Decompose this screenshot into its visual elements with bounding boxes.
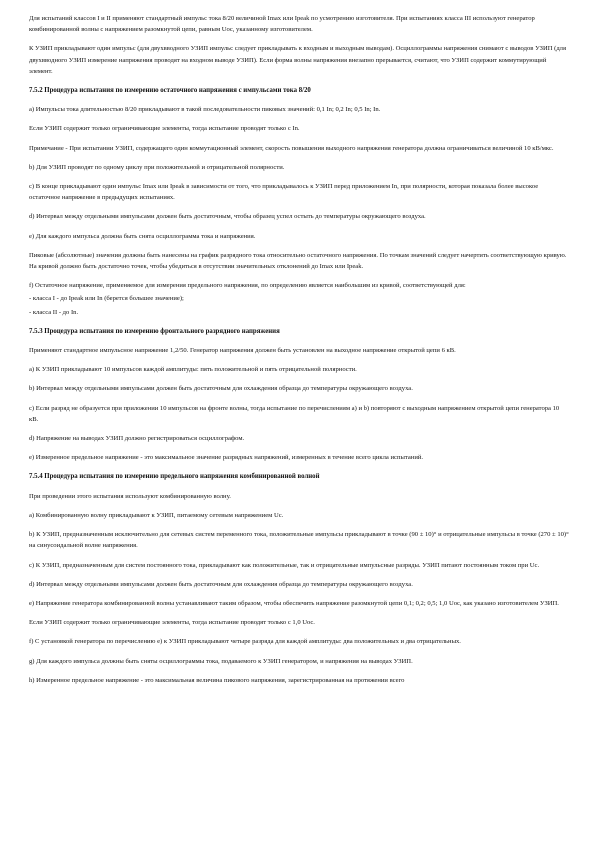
paragraph: e) Измеренное предельное напряжение - это максимальное значение разрядных напряжений, измеренных в течение всего цикла испытаний. [29,454,424,462]
paragraph: c) Если разряд не образуется при приложении 10 импульсов на фронте волны, тогда испытание по перечислениям a) и b) повторяют с выходным напряжением открытой цепи генератора 10 кВ. [29,404,560,423]
paragraph: - класса II - до In. [29,308,79,316]
paragraph: b) Интервал между отдельными импульсами должен быть достаточным для охлаждения образца до температуры окружающего воздуха. [29,385,413,393]
paragraph: Примечание - При испытании УЗИП, содержащего один коммутационный элемент, скорость повышения выходного напряжения генератора должна ограничиваться величиной 10 кВ/мкс. [29,144,554,152]
section-heading: 7.5.2 Процедура испытания по измерению остаточного напряжения с импульсами тока 8/20 [29,87,311,95]
paragraph: d) Интервал между отдельными импульсами должен быть достаточным, чтобы образец успел остыть до температуры окружающего воздуха. [29,213,426,221]
paragraph: h) Измеренное предельное напряжение - это максимальная величина пикового напряжения, зарегистрированная на протяжении всего [29,676,405,684]
paragraph: Если УЗИП содержит только ограничивающие элементы, тогда испытание проводят только с 1,0 Uoc. [29,619,315,627]
paragraph: b) Для УЗИП проводят по одному циклу при положительной и отрицательной полярности. [29,163,285,171]
paragraph: Для испытаний классов I и II применяют стандартный импульс тока 8/20 величиной Imax или Ipeak по усмотрению изготовителя. При испытаниях класса III используют генератор комбинированной волны с напряжением разомкнутой цепи, равным Uoc, указанному изготовителем. [29,15,535,34]
paragraph: e) Для каждого импульса должна быть снята осциллограмма тока и напряжения. [29,232,256,240]
paragraph: g) Для каждого импульса должны быть сняты осциллограммы тока, подаваемого к УЗИП генератором, и напряжения на выводах УЗИП. [29,657,413,665]
paragraph: Если УЗИП содержит только ограничивающие элементы, тогда испытание проводят только с In. [29,125,300,133]
paragraph: Пиковые (абсолютные) значения должны быть нанесены на график разрядного тока относительно остаточного напряжения. По точкам значений следует начертить соответствующую кривую. На кривой должно быть достаточно точек, чтобы убедиться в отсутствии значительных отклонений до Imax или Ipeak. [29,251,567,271]
paragraph: f) Остаточное напряжение, применяемое для измерения предельного напряжения, по определению является наибольшим из кривой, соответствующей для: [29,282,466,290]
paragraph: b) К УЗИП, предназначенным исключительно для сетевых систем переменного тока, положительные импульсы прикладывают в точке (90 ± 10)° и отрицательные импульсы в точке (270 ± 10)° на синусоидальной волне напряжения. [29,531,569,550]
paragraph: Применяют стандартное импульсное напряжение 1,2/50. Генератор напряжения должен быть установлен на выходное напряжение открытой цепи 6 кВ. [29,347,456,355]
paragraph: f) С установкой генератора по перечислению e) к УЗИП прикладывают четыре разряда для каждой амплитуды: два положительных и два отрицательных. [29,638,461,646]
section-heading: 7.5.4 Процедура испытания по измерению предельного напряжения комбинированной волной [29,473,320,481]
paragraph: a) К УЗИП прикладывают 10 импульсов каждой амплитуды: пять положительной и пять отрицательной полярности. [29,366,357,374]
paragraph: c) К УЗИП, предназначенным для систем постоянного тока, прикладывают как положительные, так и отрицательные импульсные разряды. УЗИП питают постоянным током при Uc. [29,561,540,569]
paragraph: d) Напряжение на выводах УЗИП должно регистрироваться осциллографом. [29,435,245,443]
section-heading: 7.5.3 Процедура испытания по измерению фронтального разрядного напряжения [29,327,280,335]
paragraph: a) Комбинированную волну прикладывают к УЗИП, питаемому сетевым напряжением Uc. [29,511,284,519]
paragraph: - класса I - до Ipeak или In (берется большее значение); [29,295,184,303]
paragraph: e) Напряжение генератора комбинированной волны устанавливают таким образом, чтобы обеспечить напряжение разомкнутой цепи 0,1; 0,2; 0,5; 1,0 Uoc, как указано изготовителем УЗИП. [29,599,559,607]
paragraph: К УЗИП прикладывают один импульс (для двухвводного УЗИП импульс следует прикладывать к входным и выходным выводам). Осциллограммы напряжения снимают с выводов УЗИП (для двухвводного УЗИП измерение напряжения проводят на входном выводе УЗИП). Если форма волны напряжения внезапно прерывается, считают, что УЗИП содержит коммутирующий элемент. [29,45,567,75]
paragraph: d) Интервал между отдельными импульсами должен быть достаточным для охлаждения образца до температуры окружающего воздуха. [29,580,413,588]
paragraph: При проведении этого испытания используют комбинированную волну. [29,492,231,500]
paragraph: a) Импульсы тока длительностью 8/20 прикладывают в такой последовательности пиковых значений: 0,1 In; 0,2 In; 0,5 In; In. [29,106,381,114]
paragraph: c) В конце прикладывают один импульс Imax или Ipeak в зависимости от того, что прикладывалось к УЗИП перед приложением In, при полярности, которая показала более высокое остаточное напряжение в предыдущих испытаниях. [29,183,539,202]
